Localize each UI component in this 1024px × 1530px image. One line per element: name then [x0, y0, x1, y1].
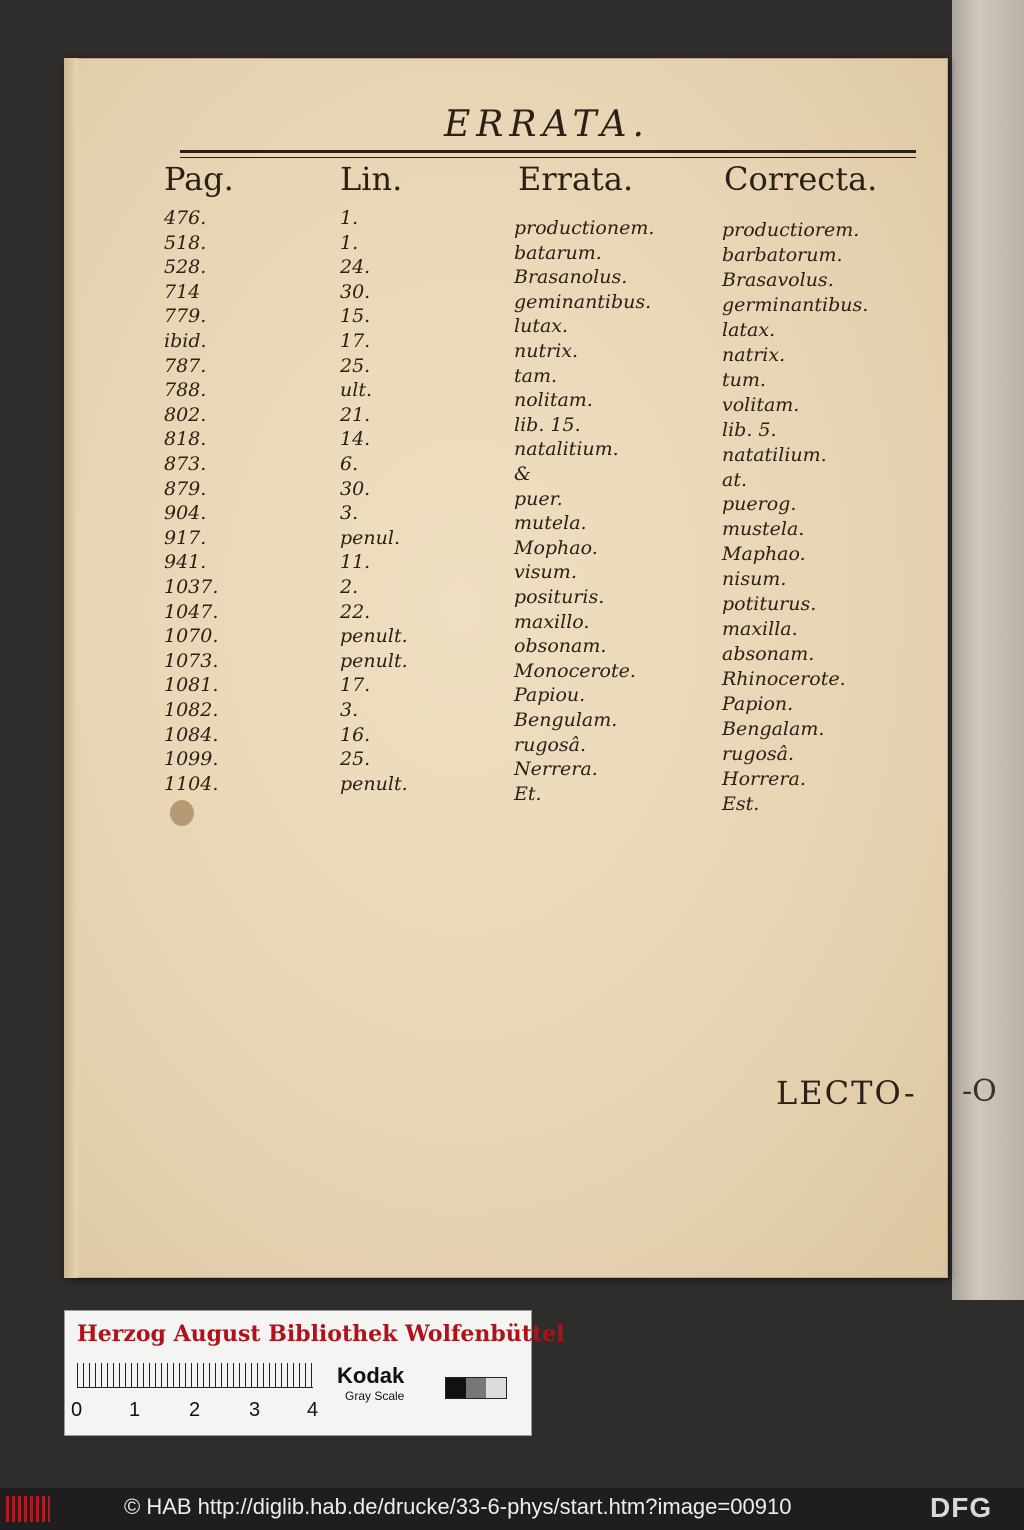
cell-correcta: Rhinocerote.: [722, 668, 846, 691]
cell-errata: nutrix.: [514, 340, 579, 362]
cell-errata: Bengulam.: [514, 709, 618, 731]
kodak-label: Kodak: [337, 1363, 405, 1388]
cell-lin: 16.: [340, 723, 371, 746]
cell-pag: 476.: [164, 207, 207, 229]
ruler-number: 3: [249, 1399, 261, 1421]
cell-pag: 788.: [164, 379, 207, 402]
cell-lin: 17.: [340, 674, 371, 697]
cell-lin: penult.: [340, 625, 408, 648]
errata-row: [0, 255, 1024, 291]
cell-pag: 802.: [164, 403, 207, 426]
title-rule: [180, 150, 916, 153]
cell-correcta: Maphao.: [722, 543, 806, 566]
cell-correcta: natatilium.: [722, 443, 827, 466]
errata-row: [0, 280, 1024, 316]
cell-correcta: mustela.: [722, 518, 805, 541]
cell-errata: posituris.: [514, 586, 605, 608]
cell-pag: 879.: [164, 477, 207, 500]
cell-correcta: productiorem.: [722, 219, 860, 241]
cell-pag: 1037.: [164, 576, 219, 598]
cell-pag: 1082.: [164, 699, 219, 721]
ruler-number: 2: [189, 1399, 201, 1421]
cell-errata: Papiou.: [514, 684, 586, 707]
errata-row: [0, 772, 1024, 815]
cell-correcta: tum.: [722, 368, 766, 391]
header-lin: Lin.: [340, 160, 403, 198]
errata-row: [0, 206, 1024, 241]
cell-correcta: Est.: [722, 792, 760, 815]
cell-pag: 818.: [164, 428, 207, 451]
cell-errata: batarum.: [514, 241, 602, 264]
cell-errata: lib. 15.: [514, 413, 581, 436]
cell-pag: 1081.: [164, 674, 219, 697]
cell-errata: Et.: [514, 782, 542, 805]
cell-errata: &: [514, 463, 531, 485]
cell-errata: natalitium.: [514, 438, 619, 461]
cell-errata: Monocerote.: [514, 659, 636, 682]
header-errata: Errata.: [518, 160, 634, 198]
catchword: LECTO-: [776, 1074, 917, 1112]
cell-lin: 3.: [340, 502, 359, 525]
cell-correcta: lib. 5.: [722, 418, 777, 441]
cell-correcta: rugosâ.: [722, 742, 795, 765]
cell-pag: 1084.: [164, 723, 219, 746]
gray-scale-label: Gray Scale: [345, 1389, 405, 1403]
copyright-link[interactable]: © HAB http://diglib.hab.de/drucke/33-6-phys/start.htm?image=00910: [124, 1494, 792, 1519]
cell-lin: 30.: [340, 477, 371, 500]
cell-lin: penul.: [340, 526, 400, 549]
cell-lin: 2.: [340, 576, 359, 598]
cell-pag: 904.: [164, 502, 207, 525]
cell-errata: Mophao.: [514, 536, 598, 559]
cell-lin: 1.: [340, 207, 359, 229]
swatch-gray: [466, 1378, 486, 1398]
cell-pag: 917.: [164, 526, 207, 549]
cell-lin: 25.: [340, 748, 371, 771]
title-rule-thin: [180, 157, 916, 158]
swatch-black: [446, 1378, 466, 1398]
cell-lin: 22.: [340, 600, 371, 623]
cell-lin: 17.: [340, 330, 371, 352]
cell-correcta: Brasavolus.: [722, 268, 834, 291]
cell-errata: mutela.: [514, 512, 587, 535]
cell-errata: visum.: [514, 561, 577, 584]
cell-correcta: absonam.: [722, 643, 815, 666]
catchword-adjacent: -O: [962, 1074, 997, 1109]
cell-pag: ibid.: [164, 330, 207, 352]
cell-lin: 15.: [340, 305, 371, 328]
cell-pag: 1073.: [164, 649, 219, 672]
cell-lin: 14.: [340, 428, 371, 451]
dfg-logo: DFG: [930, 1492, 993, 1523]
cell-lin: penult.: [340, 772, 408, 795]
ruler-scale: [77, 1363, 313, 1388]
cell-errata: puer.: [514, 487, 563, 510]
cell-pag: 518.: [164, 231, 207, 254]
cell-correcta: nisum.: [722, 568, 787, 591]
cell-errata: Nerrera.: [514, 758, 598, 781]
header-pag: Pag.: [164, 160, 234, 198]
cell-pag: 528.: [164, 256, 207, 279]
cell-errata: tam.: [514, 364, 558, 387]
cell-correcta: Bengalam.: [722, 718, 825, 740]
cell-correcta: at.: [722, 468, 748, 491]
gray-swatches: [445, 1377, 507, 1399]
cell-pag: 787.: [164, 354, 207, 377]
cell-correcta: potiturus.: [722, 593, 817, 616]
cell-lin: ult.: [340, 379, 372, 402]
cell-correcta: puerog.: [722, 493, 797, 516]
ruler-number: 0: [71, 1399, 83, 1421]
swatch-light: [486, 1378, 506, 1398]
ink-stain: [170, 800, 194, 826]
ruler-numbers: [71, 1399, 331, 1423]
cell-lin: 11.: [340, 551, 371, 574]
color-target-card: [64, 1310, 565, 1436]
cell-pag: 779.: [164, 305, 207, 328]
cell-errata: nolitam.: [514, 389, 593, 412]
ruler-number: 4: [307, 1399, 319, 1421]
header-correcta: Correcta.: [724, 160, 878, 198]
cell-errata: lutax.: [514, 315, 569, 338]
cell-pag: 1070.: [164, 625, 219, 648]
cell-errata: Brasanolus.: [514, 266, 628, 289]
cell-correcta: Papion.: [722, 693, 794, 716]
cell-lin: 24.: [340, 256, 371, 279]
cell-errata: rugosâ.: [514, 733, 587, 756]
ruler-number: 1: [129, 1399, 141, 1421]
cell-correcta: latax.: [722, 318, 776, 341]
cell-correcta: barbatorum.: [722, 243, 843, 266]
cell-lin: 30.: [340, 280, 371, 303]
cell-pag: 873.: [164, 453, 207, 475]
cell-errata: geminantibus.: [514, 290, 652, 313]
cell-correcta: natrix.: [722, 343, 786, 366]
cell-pag: 714: [164, 280, 201, 303]
cell-lin: 3.: [340, 699, 359, 721]
cell-correcta: maxilla.: [722, 618, 798, 641]
cell-errata: maxillo.: [514, 610, 590, 633]
library-name: Herzog August Bibliothek Wolfenbüttel: [77, 1321, 565, 1347]
cell-errata: obsonam.: [514, 635, 607, 658]
hab-logo-icon: [6, 1496, 50, 1522]
cell-pag: 1047.: [164, 600, 219, 623]
footer-bar: [0, 1488, 1024, 1530]
page-title: ERRATA.: [443, 104, 650, 145]
cell-correcta: germinantibus.: [722, 293, 869, 316]
cell-lin: 6.: [340, 453, 359, 475]
cell-pag: 1099.: [164, 748, 219, 771]
cell-pag: 1104.: [164, 772, 219, 795]
errata-row: [0, 231, 1024, 266]
cell-lin: 1.: [340, 231, 359, 254]
cell-lin: 25.: [340, 354, 371, 377]
cell-lin: 21.: [340, 403, 371, 426]
cell-correcta: Horrera.: [722, 767, 806, 790]
cell-lin: penult.: [340, 649, 408, 672]
cell-errata: productionem.: [514, 217, 655, 239]
cell-pag: 941.: [164, 551, 207, 574]
cell-correcta: volitam.: [722, 393, 800, 416]
